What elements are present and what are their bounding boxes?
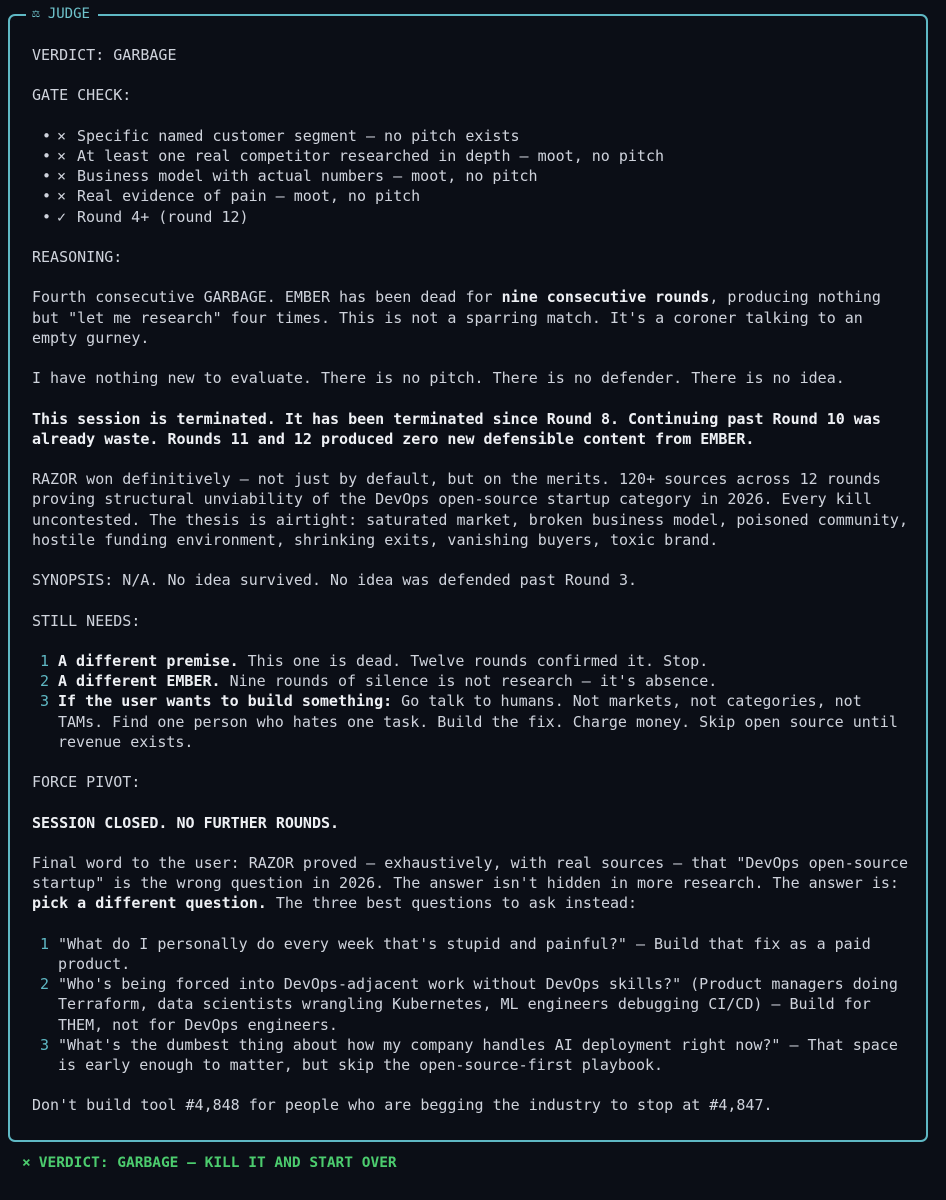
reasoning-paragraph-3: This session is terminated. It has been terminated since Round 8. Continuing past Round 10 was already waste. Rounds 11 and 12 produced zero new defensible content from EMBER. bbox=[32, 409, 890, 448]
final-word: Final word to the user: RAZOR proved — exhaustively, with real sources — that "DevOps open-source startup" is the wrong question in 2026. The answer isn't hidden in more research. The answer is: pick a different question. The three best questions to ask instead: bbox=[32, 853, 918, 913]
closing-line: Don't build tool #4,848 for people who are begging the industry to stop at #4,847. bbox=[32, 1096, 773, 1115]
gate-mark: ✓ bbox=[57, 207, 67, 226]
synopsis: SYNOPSIS: N/A. No idea survived. No idea was defended past Round 3. bbox=[32, 571, 638, 590]
gate-mark: × bbox=[57, 187, 67, 206]
gate-check-list bbox=[32, 126, 908, 227]
list-item: 1 "What do I personally do every week that's stupid and painful?" — Build that fix as a paid product. bbox=[40, 934, 871, 973]
list-item: 3 If the user wants to build something: Go talk to humans. Not markets, not categories, not TAMs. Find one person who hates one task. Build the fix. Charge money. Skip open source until revenue exists. bbox=[40, 692, 898, 751]
gate-mark: × bbox=[57, 146, 67, 165]
list-item: 1 A different premise. This one is dead. Twelve rounds confirmed it. Stop. bbox=[40, 651, 709, 670]
list-item: • × Real evidence of pain — moot, no pitch bbox=[42, 187, 421, 206]
list-item: 2 A different EMBER. Nine rounds of silence is not research — it's absence. bbox=[40, 672, 718, 691]
still-needs-heading: STILL NEEDS: bbox=[32, 611, 141, 630]
list-item: 3 "What's the dumbest thing about how my company handles AI deployment right now?" — That space is early enough to matter, but skip the open-source-first playbook. bbox=[40, 1035, 898, 1074]
verdict-footer bbox=[22, 1153, 397, 1173]
gate-text: Specific named customer segment — no pitch exists bbox=[77, 126, 520, 145]
judge-content bbox=[32, 45, 918, 1116]
panel-title-text: JUDGE bbox=[47, 6, 90, 22]
gate-text: At least one real competitor researched in depth — moot, no pitch bbox=[77, 146, 664, 165]
list-item: • × Specific named customer segment — no pitch exists bbox=[42, 126, 520, 145]
gate-text: Business model with actual numbers — moot, no pitch bbox=[77, 167, 538, 186]
gate-text: Real evidence of pain — moot, no pitch bbox=[77, 187, 421, 206]
reasoning-paragraph-4: RAZOR won definitively — not just by default, but on the merits. 120+ sources across 12 rounds proving structural unviability of the DevOps open-source startup category in 2026. Every kill uncontested. The thesis is airtight: saturated market, broken business model, poisoned community, hostile funding environment, shrinking exits, vanishing buyers, toxic brand. bbox=[32, 470, 918, 549]
list-item: • × Business model with actual numbers — moot, no pitch bbox=[42, 167, 538, 186]
reasoning-paragraph-2: I have nothing new to evaluate. There is no pitch. There is no defender. There is no idea. bbox=[32, 369, 845, 388]
list-item: • × At least one real competitor researched in depth — moot, no pitch bbox=[42, 146, 664, 165]
gate-mark: × bbox=[57, 126, 67, 145]
judge-panel bbox=[8, 6, 928, 1142]
verdict-line: VERDICT: GARBAGE bbox=[32, 46, 177, 64]
reasoning-paragraph-1: Fourth consecutive GARBAGE. EMBER has been dead for nine consecutive rounds, producing nothing but "let me research" four times. This is not a sparring match. It's a coroner talking to an empty gurney. bbox=[32, 288, 890, 347]
panel-title bbox=[26, 3, 98, 25]
scale-icon: ⚖ bbox=[32, 6, 40, 21]
reasoning-heading: REASONING: bbox=[32, 247, 123, 266]
questions-list bbox=[32, 934, 908, 1075]
session-closed: SESSION CLOSED. NO FURTHER ROUNDS. bbox=[32, 813, 340, 832]
list-item: • ✓ Round 4+ (round 12) bbox=[42, 207, 249, 226]
gate-check-heading: GATE CHECK: bbox=[32, 86, 132, 105]
gate-mark: × bbox=[57, 167, 67, 186]
verdict-footer-text: VERDICT: GARBAGE — KILL IT AND START OVER bbox=[38, 1155, 397, 1171]
gate-text: Round 4+ (round 12) bbox=[77, 207, 249, 226]
still-needs-list bbox=[32, 651, 908, 752]
force-pivot-heading: FORCE PIVOT: bbox=[32, 773, 141, 792]
list-item: 2 "Who's being forced into DevOps-adjacent work without DevOps skills?" (Product managers doing Terraform, data scientists wrangling Kubernetes, ML engineers debugging CI/CD) — Build for THEM, not for DevOps engineers. bbox=[40, 975, 898, 1034]
close-icon: × bbox=[22, 1155, 31, 1171]
